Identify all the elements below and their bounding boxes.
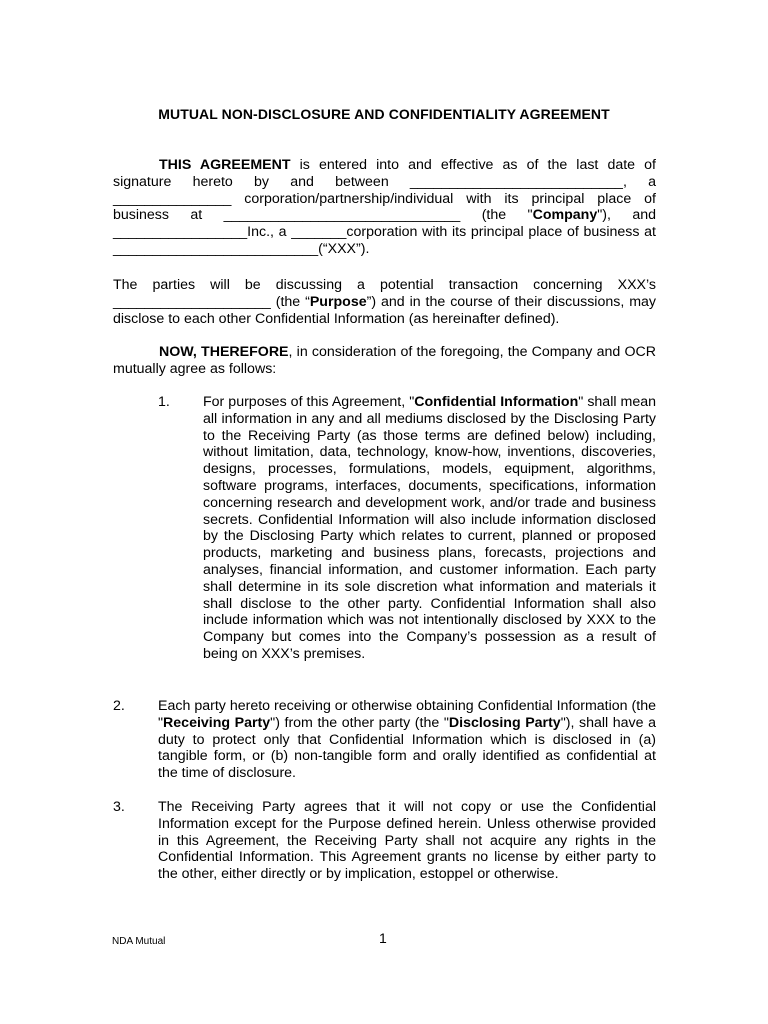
intro-paragraph: [113, 157, 656, 258]
item-text-post: " shall mean all information in any and all mediums disclosed by the Disclosing Party to the Receiving Party (as those terms are defined below) including, without limitation, data, technology, know-how, inventions, discoveries, designs, processes, formulations, models, equipment, algorithms, software programs, interfaces, documents, specifications, information concerning research and development work, and/or trade and business secrets. Confidential Information will also include information disclosed by the Disclosing Party which relates to current, planned or proposed products, marketing and business plans, forecasts, projections and analyses, financial information, and customer information. Each party shall determine in its sole discretion what information and materials it shall disclose to the other party. Confidential Information shall also include information which was not intentionally disclosed by XXX to the Company but comes into the Company’s possession as a result of being on XXX’s premises.: [203, 394, 657, 662]
document-title: MUTUAL NON-DISCLOSURE AND CONFIDENTIALITY AGREEMENT: [158, 106, 610, 122]
parties-text-1: The parties will be discussing a potential transaction concerning XXX’s ____________________ (the “: [113, 277, 656, 310]
this-agreement-lead: THIS AGREEMENT: [159, 157, 291, 173]
footer-label: NDA Mutual: [112, 936, 166, 947]
parties-paragraph: [113, 277, 656, 327]
item-text: [158, 698, 656, 782]
disclosing-party-term: Disclosing Party: [448, 714, 561, 731]
now-therefore-lead: NOW, THEREFORE: [159, 344, 289, 360]
now-therefore-text: , in consideration of the foregoing, the Company and OCR mutually agree as follows:: [113, 344, 656, 377]
item-text: The Receiving Party agrees that it will not copy or use the Confidential Information except for the Purpose defined herein. Unless otherwise provided in this Agreement, the Receiving Party shall not acquire any rights in the Confidential Information. This Agreement grants no license by either party to the other, either directly or by implication, estoppel or otherwise.: [158, 799, 656, 883]
item-text: [203, 394, 656, 663]
now-therefore-paragraph: [113, 344, 656, 378]
parties-text-2: ”) and in the course of their discussions, may disclose to each other Confidential Information (as hereinafter defined).: [113, 293, 656, 327]
intro-text-2: "): [597, 207, 607, 224]
item-text-post: "), shall have a duty to protect only that Confidential Information which is disclosed in (a) tangible form, or (b) non-tangible form and orally identified as confidential at the time of disclosure.: [158, 714, 656, 782]
item-number: 1.: [158, 394, 170, 410]
intro-text-3: , and _________________Inc., a _______corporation with its principal place of business at __________________________(“XXX”).: [113, 207, 656, 257]
purpose-defined-term: Purpose: [309, 293, 367, 310]
company-defined-term: Company: [532, 207, 598, 224]
intro-text-1: is entered into and effective as of the last date of signature hereto by and between ___________________________, a _______________ corporation/partnership/individual with its principal place of business at ______________________________ (the ": [113, 157, 656, 224]
confidential-information-term: Confidential Information: [414, 394, 579, 410]
receiving-party-term: Receiving Party: [163, 714, 271, 731]
item-text-pre: Each party hereto receiving or otherwise obtaining Confidential Information (the ": [158, 698, 656, 731]
item-number: 3.: [113, 799, 125, 815]
page-number: 1: [379, 930, 387, 946]
item-number: 2.: [113, 698, 125, 714]
item-text-pre: For purposes of this Agreement, ": [203, 394, 415, 410]
item-text-mid: ") from the other party (the ": [270, 714, 449, 731]
